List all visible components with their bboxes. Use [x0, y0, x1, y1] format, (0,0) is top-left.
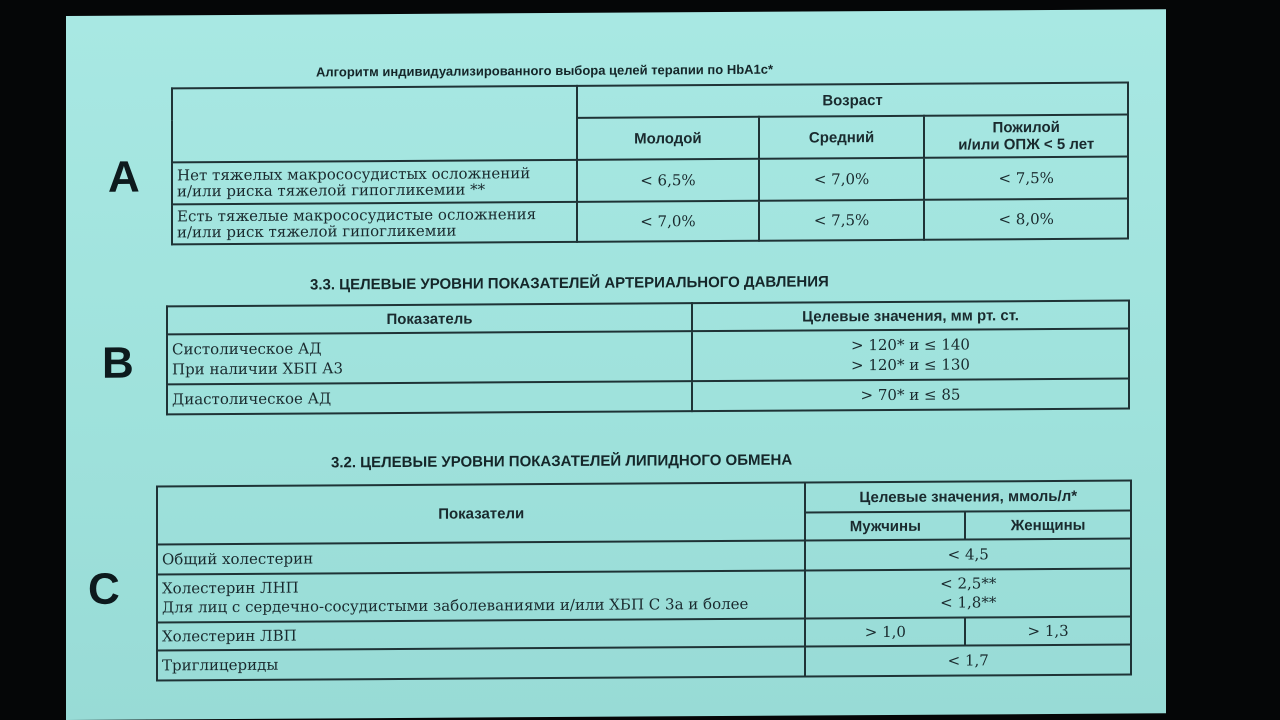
table-a-age-header: Возраст: [577, 83, 1128, 118]
table-c-row4-value: < 1,7: [805, 644, 1131, 676]
section-letter-a: A: [108, 152, 140, 202]
table-b-row2-label: Диастолическое АД: [167, 381, 692, 414]
table-c-row1-value: < 4,5: [805, 538, 1131, 570]
hba1c-targets-table: [171, 82, 1129, 246]
table-row: [167, 329, 1129, 385]
table-row: [172, 199, 1128, 245]
table-a-row1-label-line1: Нет тяжелых макрососудистых осложнений: [177, 164, 531, 185]
table-c-row2-label: [157, 570, 805, 622]
table-a-col-young: Молодой: [577, 117, 759, 160]
table-a-row1-young: < 6,5%: [577, 159, 759, 202]
table-c-row3-men: > 1,0: [805, 618, 965, 647]
table-b-row1-value: [692, 329, 1129, 382]
table-a-row2-middle: < 7,5%: [759, 200, 925, 241]
table-b-row1-value-line2: > 120* и ≤ 130: [850, 355, 970, 375]
table-c-row2-label-line1: Холестерин ЛНП: [162, 578, 299, 598]
table-a-row1-label-line2: и/или риска тяжелой гипогликемии **: [177, 180, 486, 201]
table-c-header-women: Женщины: [965, 510, 1131, 539]
table-a-row2-elderly: < 8,0%: [924, 199, 1128, 240]
table-a-row2-label: [172, 202, 577, 244]
table-c-row3-label: Холестерин ЛВП: [157, 618, 805, 650]
presentation-slide: [66, 9, 1166, 720]
section-letter-b: B: [102, 338, 134, 388]
table-a-row2-label-line1: Есть тяжелые макрососудистые осложнения: [177, 205, 537, 226]
table-a-col-elderly-line2: и/или ОПЖ < 5 лет: [958, 135, 1095, 154]
section-letter-c: C: [88, 564, 120, 614]
table-c-row2-value: [805, 568, 1131, 618]
table-a-col-elderly-line1: Пожилой: [992, 118, 1060, 137]
table-b-header-target: Целевые значения, мм рт. ст.: [692, 301, 1129, 332]
table-c-header-target: Целевые значения, ммоль/л*: [805, 480, 1131, 512]
table-c-row2-value-line1: < 2,5**: [940, 574, 997, 593]
table-row: [172, 157, 1128, 205]
table-c-header-men: Мужчины: [805, 512, 965, 541]
table-b-row1-value-line1: > 120* и ≤ 140: [850, 335, 970, 355]
table-b-title: 3.3. ЦЕЛЕВЫЕ УРОВНИ ПОКАЗАТЕЛЕЙ АРТЕРИАЛЬНОГО ДАВЛЕНИЯ: [310, 273, 829, 294]
table-a-row1-label: [172, 160, 577, 204]
table-c-header-indicators: Показатели: [157, 482, 805, 544]
table-b-row1-label: [167, 331, 692, 384]
lipid-targets-table: [156, 479, 1132, 681]
table-c-title: 3.2. ЦЕЛЕВЫЕ УРОВНИ ПОКАЗАТЕЛЕЙ ЛИПИДНОГО ОБМЕНА: [331, 451, 793, 472]
table-a-row2-label-line2: и/или риск тяжелой гипогликемии: [177, 221, 457, 242]
table-a-empty-corner-cell: [172, 86, 577, 162]
table-c-row2-value-line2: < 1,8**: [940, 593, 997, 612]
table-c-row3-women: > 1,3: [965, 616, 1131, 645]
table-a-col-middle: Средний: [759, 116, 925, 159]
table-a-title: Алгоритм индивидуализированного выбора целей терапии по HbA1c*: [316, 61, 774, 80]
table-b-row1-label-line1: Систолическое АД: [172, 339, 322, 359]
table-a-row2-young: < 7,0%: [577, 201, 759, 242]
table-b-row2-value: > 70* и ≤ 85: [692, 379, 1129, 412]
table-c-row1-label: Общий холестерин: [157, 540, 805, 574]
table-b-row1-label-line2: При наличии ХБП А3: [172, 359, 344, 379]
table-a-row1-middle: < 7,0%: [759, 158, 925, 201]
table-a-col-elderly: [924, 115, 1128, 158]
table-b-header-indicator: Показатель: [167, 303, 692, 334]
table-row: [157, 568, 1131, 622]
table-c-row2-label-line2: Для лиц с сердечно-сосудистыми заболеваниями и/или ХБП С 3а и более: [162, 594, 749, 617]
table-row: [167, 379, 1129, 415]
blood-pressure-targets-table: [166, 300, 1130, 416]
table-row: [157, 644, 1131, 680]
table-c-row4-label: Триглицериды: [157, 646, 805, 680]
table-a-row1-elderly: < 7,5%: [924, 157, 1128, 200]
